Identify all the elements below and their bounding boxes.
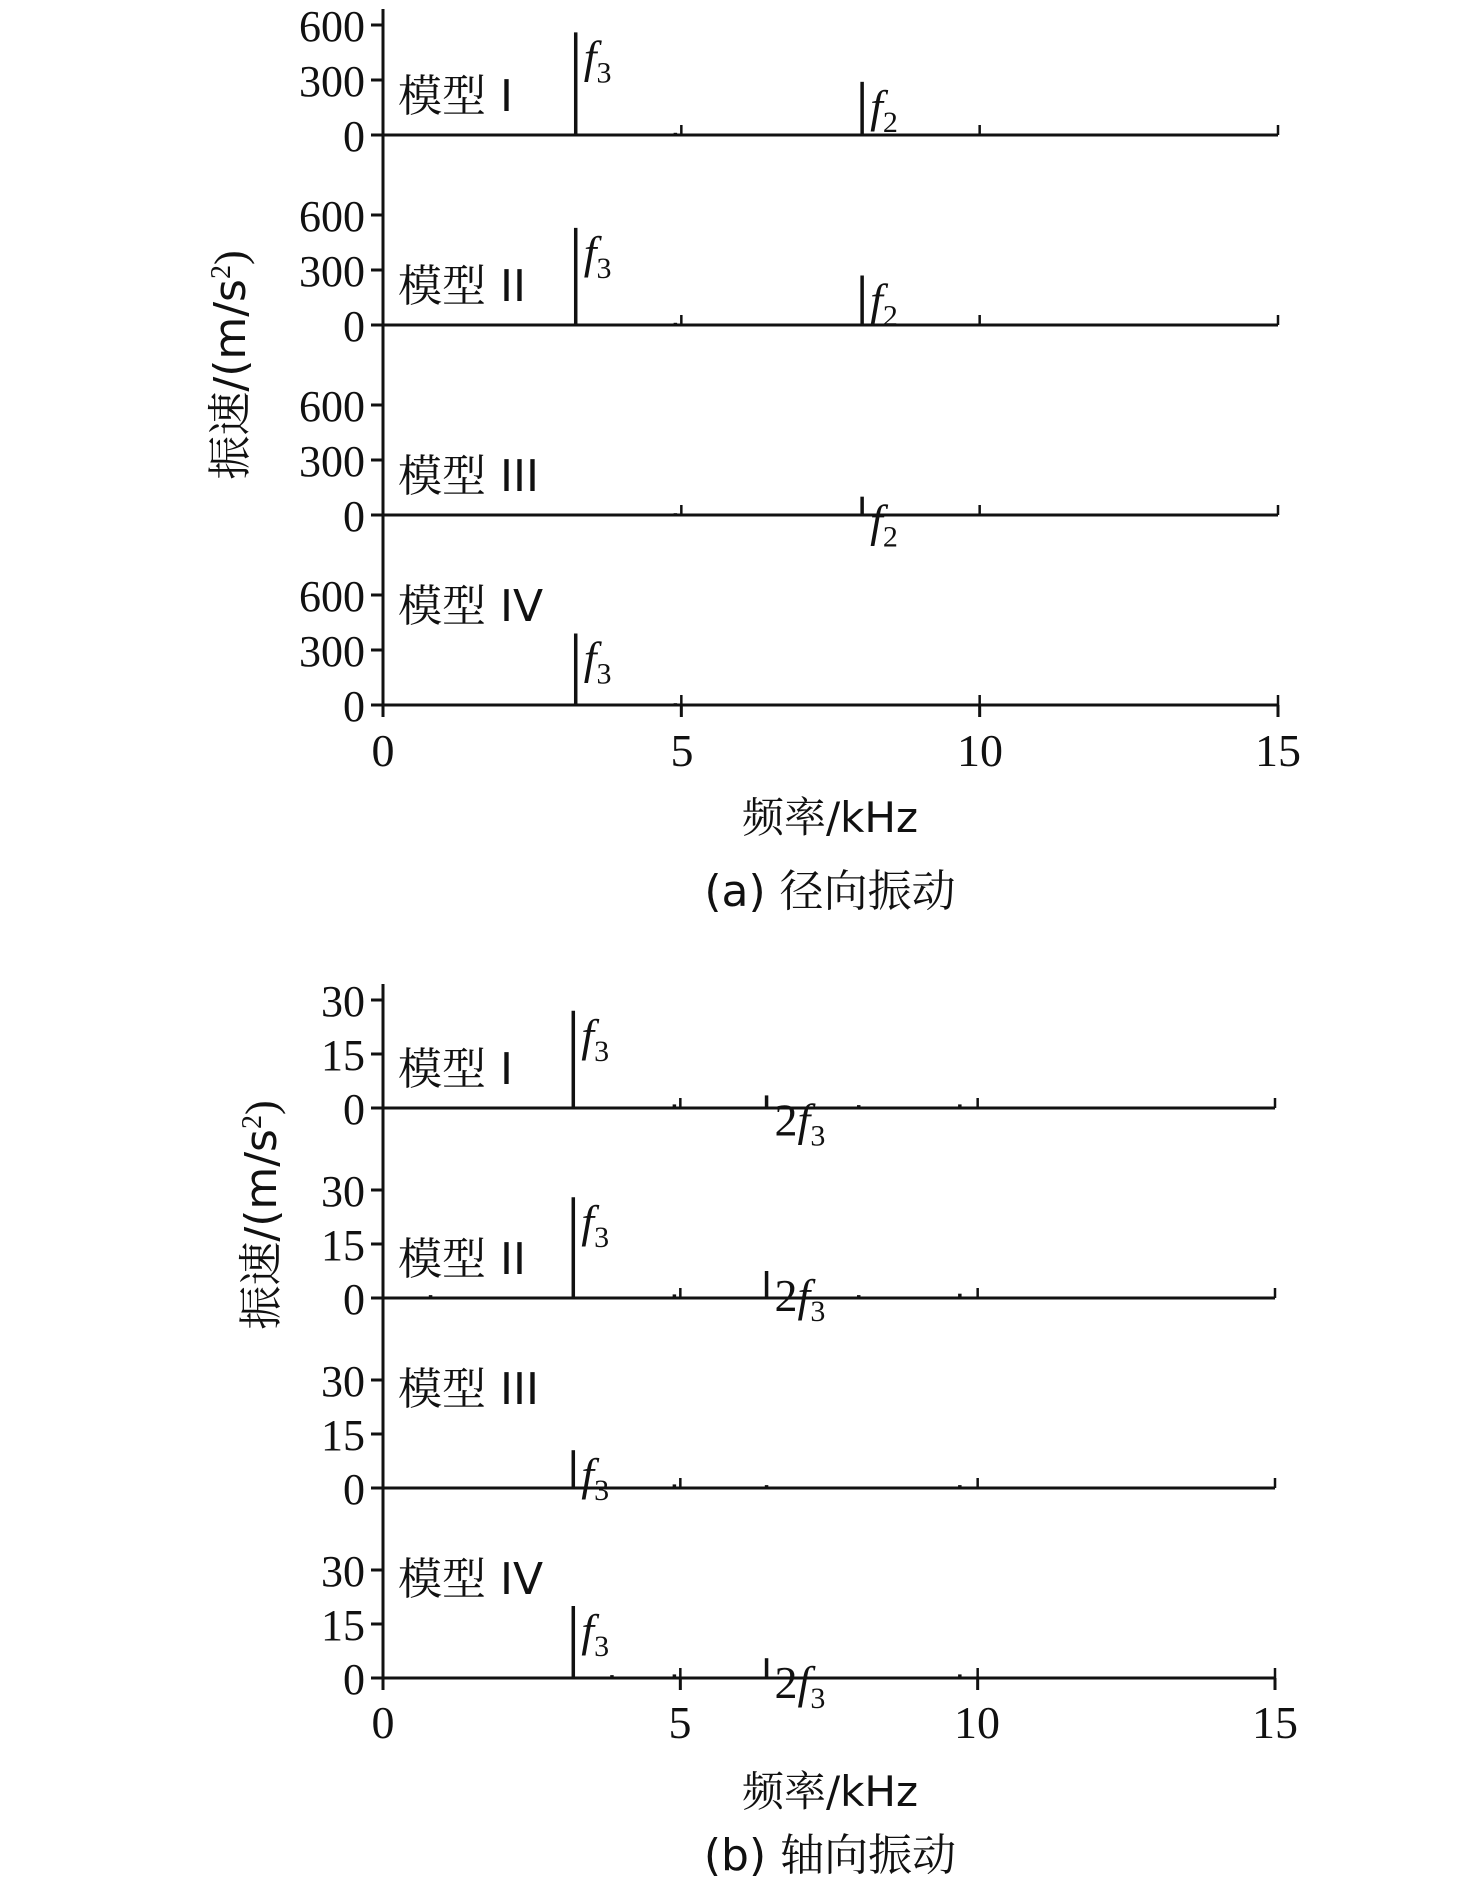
- panel-a-subplot-2-peak-label-0: $f_3$: [583, 226, 612, 285]
- panel-b-subplot-3-peak-label-0: $f_3$: [581, 1449, 610, 1508]
- panel-a-caption: (a) 径向振动: [704, 866, 956, 917]
- panel-a-x-axis-label: 频率/kHz: [741, 793, 919, 842]
- panel-a-subplot-4-y-tick-label-2: 600: [299, 572, 365, 621]
- panel-b-subplot-4-y-tick-label-2: 30: [321, 1547, 365, 1596]
- panel-b-subplot-1-y-tick-label-1: 15: [321, 1031, 365, 1080]
- panel-b-subplot-2-y-tick-label-0: 0: [343, 1275, 365, 1324]
- panel-b-y-axis-label: 振速$/(m/s^2)$: [236, 1100, 287, 1330]
- panel-a-subplot-3-y-tick-label-2: 600: [299, 382, 365, 431]
- panel-a-subplot-2-model-label: 模型 II: [398, 261, 526, 312]
- panel-a-subplot-3-model-label: 模型 III: [398, 451, 539, 502]
- panel-b-subplot-4-peak-label-1: $2f_3$: [774, 1657, 826, 1716]
- panel-a-x-tick-15: 15: [1255, 725, 1301, 776]
- panel-a-subplot-4-model-label: 模型 IV: [398, 581, 544, 632]
- panel-b-subplot-2-model-label: 模型 II: [398, 1234, 526, 1285]
- panel-b-subplot-1-peak-label-0: $f_3$: [581, 1009, 610, 1068]
- panel-b-subplot-3-y-tick-label-2: 30: [321, 1357, 365, 1406]
- panel-a-x-tick-0: 0: [371, 725, 395, 776]
- panel-a-subplot-4-peak-label-0: $f_3$: [583, 632, 612, 691]
- panel-a-x-tick-5: 5: [670, 725, 694, 776]
- panel-b-subplot-2-peak-label-0: $f_3$: [581, 1196, 610, 1255]
- panel-a-subplot-3-peak-label-0: $f_2$: [870, 495, 898, 554]
- panel-a-subplot-1-peak-label-1: $f_2$: [870, 80, 898, 139]
- panel-b-x-axis-label: 频率/kHz: [741, 1767, 919, 1816]
- panel-b-subplot-3-y-tick-label-1: 15: [321, 1411, 365, 1460]
- panel-b-subplot-1-peak-label-1: $2f_3$: [774, 1094, 826, 1153]
- panel-b-x-tick-10: 10: [954, 1697, 1000, 1748]
- panel-a-subplot-4-y-tick-label-0: 0: [343, 682, 365, 731]
- panel-a-subplot-1-model-label: 模型 I: [398, 71, 513, 122]
- panel-a-subplot-1-y-tick-label-2: 600: [299, 2, 365, 51]
- panel-b-subplot-2-peak-label-1: $2f_3$: [774, 1270, 826, 1328]
- panel-b-x-tick-15: 15: [1252, 1697, 1298, 1748]
- panel-a-subplot-2-peak-label-1: $f_2$: [870, 274, 898, 333]
- panel-b-subplot-1-y-tick-label-0: 0: [343, 1085, 365, 1134]
- panel-b-subplot-1-model-label: 模型 I: [398, 1044, 513, 1095]
- panel-a-subplot-2-y-tick-label-2: 600: [299, 192, 365, 241]
- panel-b-subplot-4-y-tick-label-1: 15: [321, 1601, 365, 1650]
- panel-a-subplot-3-y-tick-label-0: 0: [343, 492, 365, 541]
- panel-a-y-axis-label: 振速$/(m/s^2)$: [205, 250, 256, 480]
- panel-b-subplot-2-y-tick-label-1: 15: [321, 1221, 365, 1270]
- panel-a-x-tick-10: 10: [957, 725, 1003, 776]
- panel-b-caption: (b) 轴向振动: [703, 1830, 957, 1881]
- panel-a-subplot-2-y-tick-label-0: 0: [343, 302, 365, 351]
- panel-b-subplot-4-peak-label-0: $f_3$: [581, 1605, 610, 1663]
- panel-b-subplot-1-y-tick-label-2: 30: [321, 977, 365, 1026]
- panel-b-x-tick-5: 5: [668, 1697, 692, 1748]
- panel-a-subplot-2-y-tick-label-1: 300: [299, 247, 365, 296]
- panel-a-subplot-1-y-tick-label-0: 0: [343, 112, 365, 161]
- panel-b-x-tick-0: 0: [371, 1697, 395, 1748]
- panel-b-subplot-4-y-tick-label-0: 0: [343, 1655, 365, 1704]
- panel-b-subplot-2-y-tick-label-2: 30: [321, 1167, 365, 1216]
- panel-b-subplot-3-y-tick-label-0: 0: [343, 1465, 365, 1514]
- panel-a-subplot-4-y-tick-label-1: 300: [299, 627, 365, 676]
- panel-a-subplot-1-y-tick-label-1: 300: [299, 57, 365, 106]
- panel-a-subplot-1-peak-label-0: $f_3$: [583, 31, 612, 90]
- panel-a-subplot-3-y-tick-label-1: 300: [299, 437, 365, 486]
- panel-b-subplot-3-model-label: 模型 III: [398, 1364, 539, 1415]
- panel-b-subplot-4-model-label: 模型 IV: [398, 1554, 544, 1605]
